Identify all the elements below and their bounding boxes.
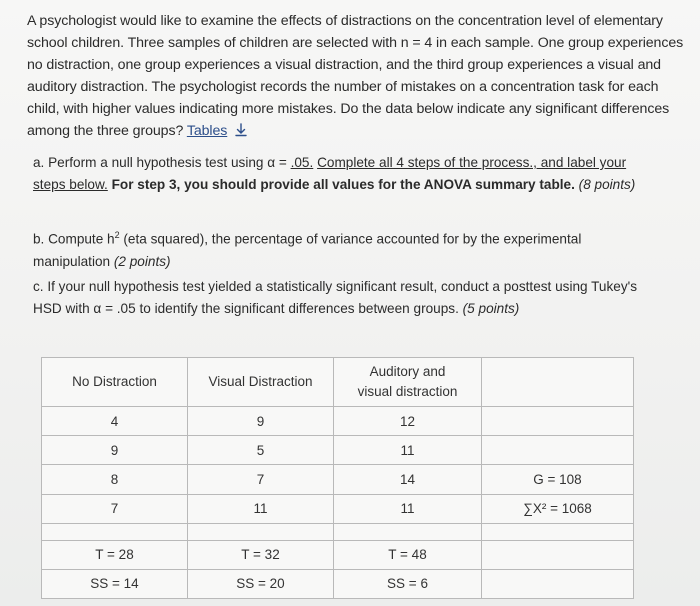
table-row — [42, 465, 634, 494]
table-row — [42, 494, 634, 523]
ss-row — [42, 569, 634, 598]
table-cell — [482, 436, 634, 465]
table-cell: 11 — [334, 436, 482, 465]
table-cell: 7 — [188, 465, 334, 494]
total-cell: T = 28 — [42, 540, 188, 569]
ss-cell: SS = 20 — [188, 569, 334, 598]
download-icon[interactable] — [234, 123, 248, 137]
grand-total-cell: G = 108 — [482, 465, 634, 494]
table-cell: 14 — [334, 465, 482, 494]
header-no-distraction: No Distraction — [42, 358, 188, 407]
table-spacer-row — [42, 523, 634, 540]
part-c — [33, 276, 645, 320]
part-a — [33, 152, 645, 196]
part-b-text: (eta squared), the percentage of variance accounted for by the experimental manipulation — [33, 231, 582, 269]
table-cell: 9 — [188, 407, 334, 436]
ss-cell — [482, 569, 634, 598]
table-cell: 11 — [334, 494, 482, 523]
part-b — [33, 224, 645, 273]
totals-row — [42, 540, 634, 569]
part-b-prefix: b. Compute h — [33, 231, 115, 247]
table-cell: 7 — [42, 494, 188, 523]
total-cell — [482, 540, 634, 569]
tables-link[interactable]: Tables — [186, 123, 228, 139]
part-c-points: (5 points) — [462, 301, 520, 316]
part-a-alpha: .05. — [290, 155, 314, 170]
table-row — [42, 407, 634, 436]
part-a-instruction: For step 3, you should provide all values for the ANOVA summary table. — [111, 177, 575, 192]
table-cell: 9 — [42, 436, 188, 465]
part-a-steps: Complete all 4 steps of the process., and label your steps below. — [33, 155, 627, 192]
table-cell: 11 — [188, 494, 334, 523]
ss-cell: SS = 14 — [42, 569, 188, 598]
table-header-row — [42, 358, 634, 407]
part-b-sup: 2 — [114, 230, 120, 240]
table-cell: 4 — [42, 407, 188, 436]
total-cell: T = 32 — [188, 540, 334, 569]
header-auditory-visual: Auditory and visual distraction — [334, 358, 482, 407]
data-table — [41, 357, 634, 599]
table-row — [42, 436, 634, 465]
table-cell — [482, 407, 634, 436]
sum-x-squared-cell: ∑X² = 1068 — [482, 494, 634, 523]
table-cell: 8 — [42, 465, 188, 494]
table-cell: 12 — [334, 407, 482, 436]
problem-text: A psychologist would like to examine the effects of distractions on the concentration level of elementary school children. Three samples of children are selected with n = 4 in each sample. One group experiences no distraction, one group experiences a visual distraction, and the third group experiences a visual and auditory distraction. The psychologist records the number of mistakes on a concentration task for each child, with higher values indicating more mistakes. Do the data below indicate any significant differences among the three groups? — [27, 13, 684, 139]
table-cell: 5 — [188, 436, 334, 465]
part-a-points: (8 points) — [578, 177, 636, 192]
total-cell: T = 48 — [334, 540, 482, 569]
part-c-text: c. If your null hypothesis test yielded a statistically significant result, conduct a posttest using Tukey's HSD with α = .05 to identify the significant differences between groups. — [33, 279, 638, 316]
header-visual-distraction: Visual Distraction — [188, 358, 334, 407]
header-empty — [482, 358, 634, 407]
part-b-points: (2 points) — [113, 253, 171, 269]
problem-intro — [27, 10, 687, 142]
ss-cell: SS = 6 — [334, 569, 482, 598]
part-a-prefix: a. Perform a null hypothesis test using α = — [33, 155, 291, 170]
